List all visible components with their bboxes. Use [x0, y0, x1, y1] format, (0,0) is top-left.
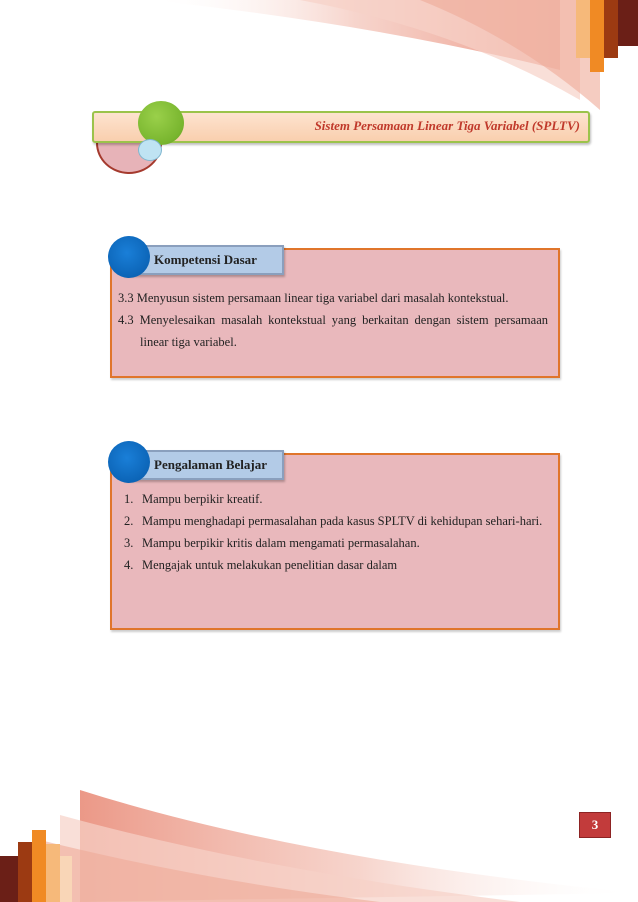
list-item: [118, 488, 548, 510]
banner-green-circle: [138, 101, 184, 145]
list-item-number: 2.: [124, 514, 134, 528]
kompetensi-dasar-heading: Kompetensi Dasar: [154, 252, 257, 267]
page-number-badge: 3: [579, 812, 611, 838]
pengalaman-bullet-circle: [108, 441, 150, 483]
pengalaman-belajar-heading: Pengalaman Belajar: [154, 457, 268, 472]
list-item-text: Mampu berpikir kreatif.: [142, 492, 263, 506]
list-item-number: 3.: [124, 536, 134, 550]
kompetensi-bullet-circle: [108, 236, 150, 278]
list-item-number: 4.: [124, 558, 134, 572]
list-item-text: Mampu menghadapi permasalahan pada kasus SPLTV di kehidupan sehari-hari.: [142, 514, 543, 528]
pengalaman-list: [118, 488, 548, 576]
page-title: Sistem Persamaan Linear Tiga Variabel (SPLTV): [314, 118, 580, 133]
banner-blue-circle: [138, 139, 162, 161]
list-item: [118, 532, 548, 554]
kompetensi-item: 4.3 Menyelesaikan masalah kontekstual yang berkaitan dengan sistem persamaan linear tiga variabel.: [118, 313, 548, 349]
list-item: [118, 554, 548, 576]
list-item-number: 1.: [124, 492, 134, 506]
list-item-text: Mengajak untuk melakukan penelitian dasar dalam: [142, 558, 398, 572]
pengalaman-belajar-content: [118, 488, 548, 576]
kompetensi-dasar-content: [118, 287, 548, 353]
list-item: [118, 510, 548, 532]
list-item-text: Mampu berpikir kritis dalam mengamati permasalahan.: [142, 536, 420, 550]
kompetensi-item: 3.3 Menyusun sistem persamaan linear tiga variabel dari masalah kontekstual.: [118, 291, 509, 305]
